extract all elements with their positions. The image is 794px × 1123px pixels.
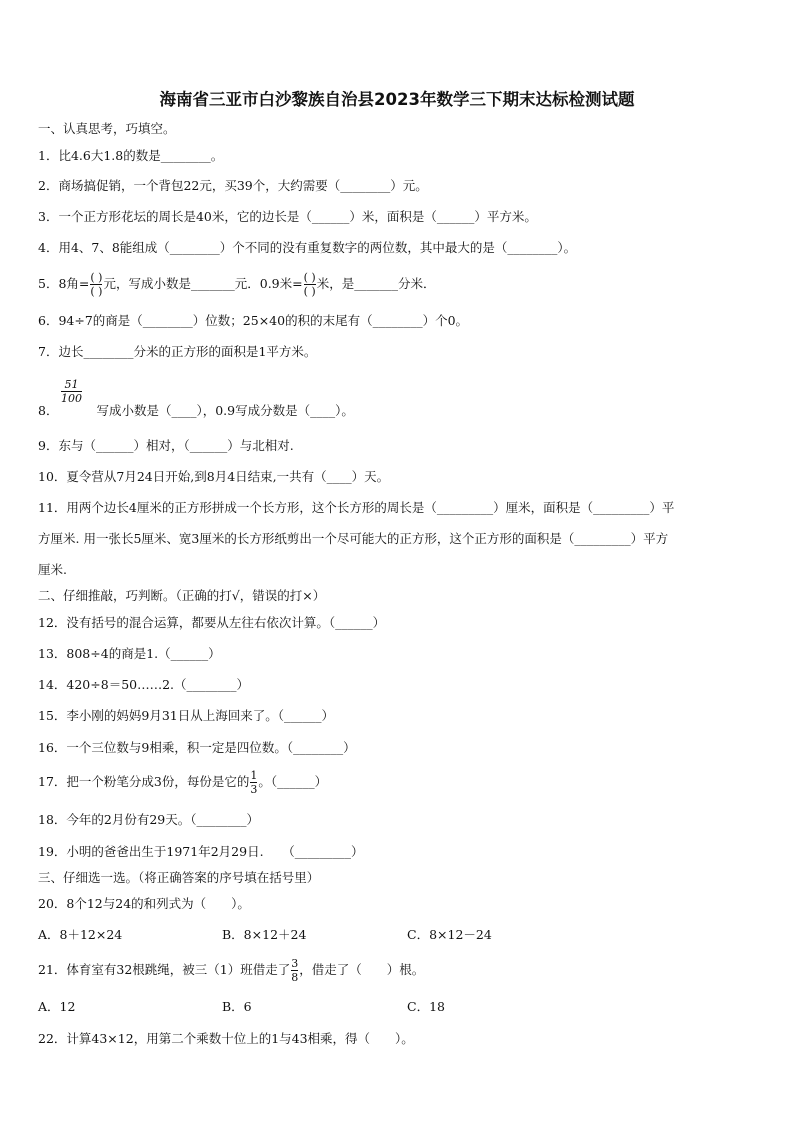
question-21-option-a: A．12	[38, 999, 76, 1014]
denominator: ( )	[90, 285, 103, 298]
question-3: 3．一个正方形花坛的周长是40米，它的边长是（______）米，面积是（______）平方米。	[38, 209, 537, 224]
question-4: 4．用4、7、8能组成（________）个不同的没有重复数字的两位数，其中最大的是（________）。	[38, 240, 577, 255]
question-5	[38, 270, 435, 298]
question-5-part-b: 元，写成小数是_______元．0.9米=	[103, 276, 303, 291]
question-17-answer: 。（______）	[258, 774, 328, 789]
question-21-option-b: B．6	[222, 999, 252, 1014]
question-5-part-c: 米，是_______分米．	[316, 276, 436, 291]
question-17	[38, 766, 327, 798]
question-7: 7．边长________分米的正方形的面积是1平方米。	[38, 344, 317, 359]
question-22: 22．计算43×12，用第二个乘数十位上的1与43相乘，得（ ）。	[38, 1031, 414, 1046]
numerator: 51	[64, 378, 79, 391]
question-11-line-2: 方厘米. 用一张长5厘米、宽3厘米的长方形纸剪出一个尽可能大的正方形，这个正方形的面积是（_________）平方	[38, 531, 669, 546]
question-6: 6．94÷7的商是（________）位数；25×40的积的末尾有（________）个0。	[38, 313, 469, 328]
denominator: ( )	[303, 285, 316, 298]
question-19: 19．小明的爸爸出生于1971年2月29日. （_________）	[38, 844, 364, 859]
numerator: ( )	[90, 271, 103, 284]
section-3-heading: 三、仔细选一选。（将正确答案的序号填在括号里）	[38, 870, 320, 885]
question-10: 10．夏令营从7月24日开始,到8月4日结束,一共有（____）天。	[38, 469, 390, 484]
question-8-text: 写成小数是（____），0.9写成分数是（____）。	[96, 403, 354, 418]
question-13: 13．808÷4的商是1.（______）	[38, 646, 221, 661]
question-5-part-a: 5．8角=	[38, 276, 90, 291]
fraction-3-8	[291, 957, 298, 984]
numerator: 3	[291, 957, 299, 970]
question-8-fraction-top	[60, 378, 83, 405]
question-21	[38, 954, 424, 986]
numerator: ( )	[303, 271, 316, 284]
fraction-blank	[90, 271, 102, 298]
question-16: 16．一个三位数与9相乘，积一定是四位数。（________）	[38, 740, 356, 755]
question-2: 2．商场搞促销，一个背包22元，买39个，大约需要（________）元。	[38, 178, 428, 193]
question-20: 20．8个12与24的和列式为（ ）。	[38, 896, 250, 911]
question-11-line-3: 厘米.	[38, 562, 67, 577]
numerator: 1	[250, 769, 258, 782]
question-1: 1．比4.6大1.8的数是________。	[38, 148, 224, 163]
question-21-text: 21．体育室有32根跳绳，被三（1）班借走了	[38, 962, 291, 977]
question-21-option-c: C．18	[407, 999, 445, 1014]
fraction-51-100	[61, 378, 82, 405]
question-12: 12．没有括号的混合运算，都要从左往右依次计算。（______）	[38, 615, 386, 630]
denominator: 8	[291, 971, 299, 984]
question-18: 18．今年的2月份有29天。（________）	[38, 812, 260, 827]
section-1-heading: 一、认真思考，巧填空。	[38, 121, 176, 136]
question-11-line-1: 11．用两个边长4厘米的正方形拼成一个长方形，这个长方形的周长是（_________）厘米，面积是（_________）平	[38, 500, 675, 515]
question-8-number: 8．	[38, 403, 59, 418]
denominator: 100	[61, 392, 82, 405]
fraction-blank	[304, 271, 316, 298]
fraction-1-3	[250, 769, 257, 796]
question-17-text: 17．把一个粉笔分成3份，每份是它的	[38, 774, 250, 789]
question-20-option-a: A．8＋12×24	[38, 927, 123, 942]
question-20-option-c: C．8×12－24	[407, 927, 492, 942]
denominator: 3	[250, 783, 258, 796]
question-8	[38, 402, 354, 420]
question-21-answer: ，借走了（ ）根。	[299, 962, 425, 977]
question-20-option-b: B．8×12＋24	[222, 927, 307, 942]
page-title: 海南省三亚市白沙黎族自治县2023年数学三下期末达标检测试题	[159, 90, 635, 109]
section-2-heading: 二、仔细推敲，巧判断。（正确的打√，错误的打×）	[38, 588, 326, 603]
question-9: 9．东与（______）相对，（______）与北相对.	[38, 438, 294, 453]
question-15: 15．李小刚的妈妈9月31日从上海回来了。（______）	[38, 708, 335, 723]
question-14: 14．420÷8＝50……2.（________）	[38, 677, 250, 692]
